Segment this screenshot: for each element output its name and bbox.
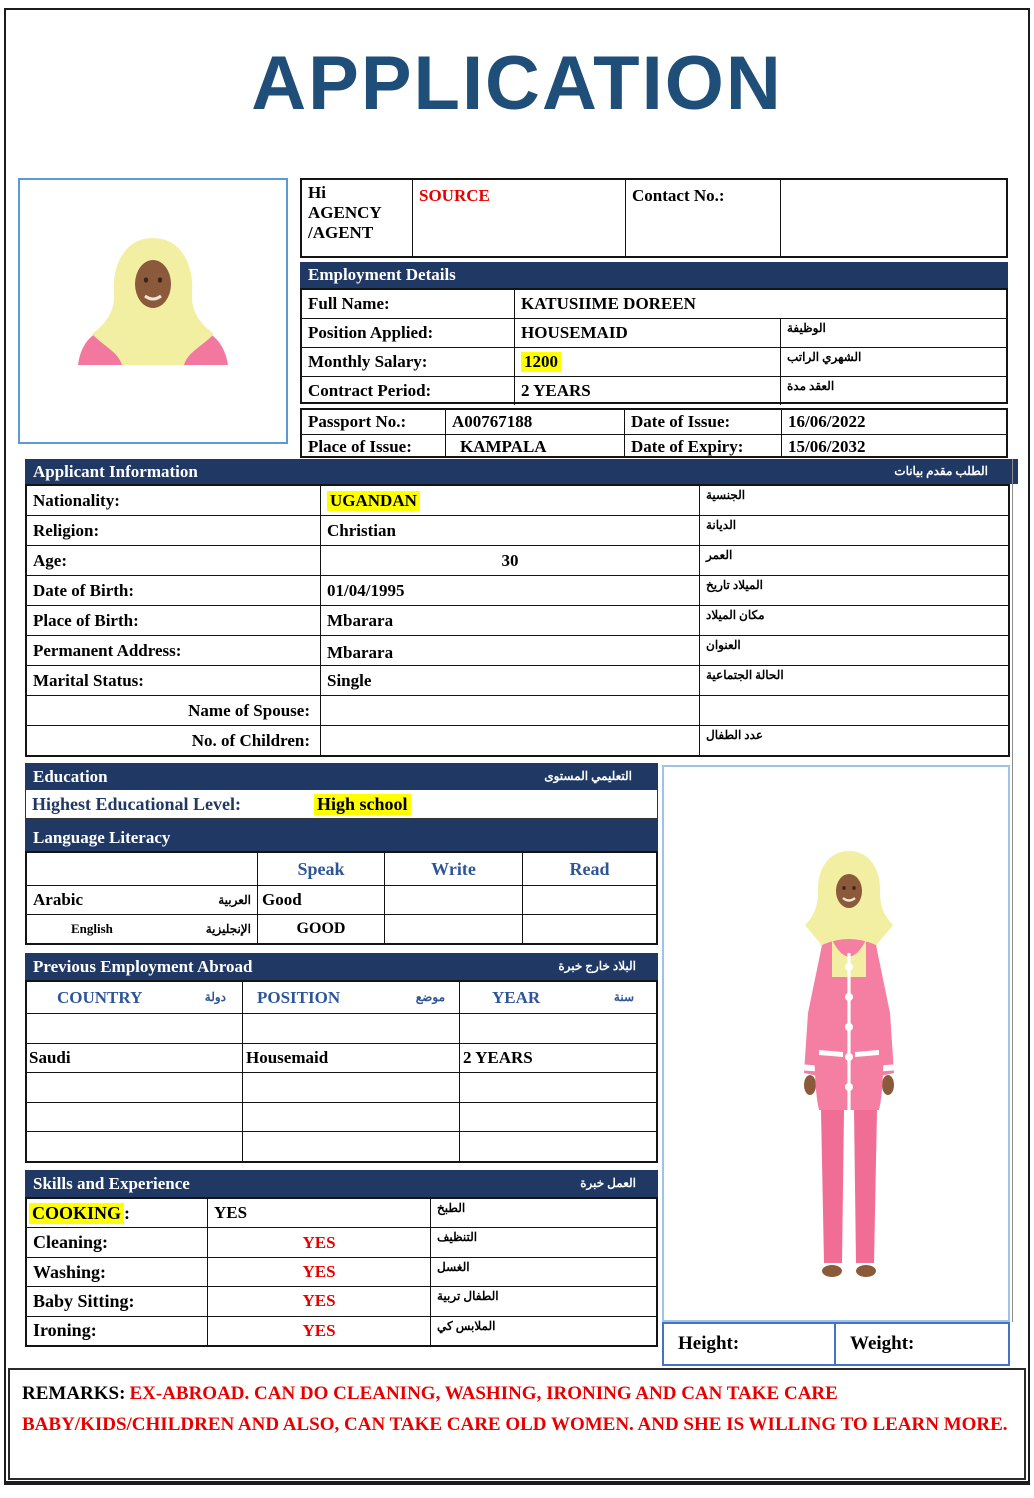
arabic-language-arabic: العربية [218, 892, 251, 907]
cooking-arabic: الطبخ [430, 1199, 656, 1227]
employment-country-cell [27, 1014, 242, 1043]
name-of-spouse-value [320, 696, 699, 725]
nationality-cell [320, 486, 699, 515]
contract-period-label: Contract Period: [308, 381, 432, 400]
applicant-information-header [25, 459, 1018, 484]
agency-agent-line: AGENCY [308, 203, 382, 222]
position-applied-value: HOUSEMAID [514, 319, 780, 347]
table-row [27, 1043, 656, 1073]
agency-agent-cell [302, 180, 412, 256]
monthly-salary-label: Monthly Salary: [308, 352, 428, 371]
employment-position-cell [242, 1103, 459, 1132]
name-of-spouse-label: Name of Spouse: [188, 700, 310, 720]
employment-position-cell [242, 1073, 459, 1102]
education-level-row [25, 790, 658, 819]
no-of-children-arabic: عدد الطفال [699, 726, 1008, 755]
table-row [27, 1286, 656, 1315]
position-column-header: POSITION [257, 987, 341, 1007]
passport-table [300, 408, 1008, 458]
date-of-birth-label: Date of Birth: [33, 580, 135, 600]
previous-employment-table [25, 980, 658, 1163]
write-column-header: Write [384, 853, 522, 885]
arabic-speak-value: Good [257, 886, 384, 914]
position-applied-label: Position Applied: [308, 323, 434, 342]
employment-year-cell: 2 YEARS [459, 1044, 656, 1073]
employment-position-cell [242, 1132, 459, 1161]
english-language-arabic: الإنجليزية [205, 921, 251, 936]
employment-details-table [300, 288, 1008, 404]
date-of-expiry-label: Date of Expiry: [624, 435, 781, 458]
passport-no-label: Passport No.: [308, 412, 407, 431]
table-row [302, 410, 1006, 434]
employment-year-cell [459, 1103, 656, 1132]
table-row [302, 318, 1006, 347]
table-row [27, 1102, 656, 1132]
nationality-value: UGANDAN [327, 491, 420, 511]
country-column-header-cell [27, 982, 242, 1013]
table-row [27, 1199, 656, 1227]
remarks-text: EX-ABROAD. CAN DO CLEANING, WASHING, IRONING AND CAN TAKE CARE BABY/KIDS/CHILDREN AND ALSO, CAN TAKE CARE OLD WOMEN. AND SHE IS WILLING TO LEARN MORE. [22, 1383, 1008, 1435]
table-row [27, 1316, 656, 1345]
place-of-issue-label: Place of Issue: [308, 436, 412, 456]
employment-year-cell [459, 1014, 656, 1043]
table-row [27, 1131, 656, 1161]
employment-country-cell [27, 1132, 242, 1161]
table-row [27, 695, 1008, 725]
source-label: SOURCE [419, 186, 490, 205]
table-row [27, 1227, 656, 1256]
permanent-address-label: Permanent Address: [33, 640, 182, 660]
position-arabic-label: الوظيفة [780, 319, 1006, 347]
full-body-illustration [764, 845, 934, 1315]
language-literacy-table [25, 851, 658, 945]
table-row [27, 575, 1008, 605]
previous-employment-title: Previous Employment Abroad [33, 956, 253, 976]
place-of-birth-value: Mbarara [320, 606, 699, 635]
agency-contact-cell [625, 180, 780, 256]
contract-arabic-label: العقد مدة [780, 377, 1006, 405]
table-row [27, 545, 1008, 575]
marital-status-label: Marital Status: [33, 670, 144, 690]
permanent-address-arabic: العنوان [699, 636, 1008, 665]
weight-label: Weight: [850, 1333, 915, 1354]
marital-status-arabic: الحالة الجتماعية [699, 666, 1008, 695]
language-header-empty-cell [27, 853, 257, 885]
nationality-arabic: الجنسية [699, 486, 1008, 515]
highest-education-value: High school [314, 794, 411, 815]
education-arabic: التعليمي المستوى [544, 769, 632, 783]
country-arabic-header: دولة [204, 990, 226, 1004]
date-of-expiry-value: 15/06/2032 [781, 435, 1006, 458]
employment-country-cell [27, 1073, 242, 1102]
employment-country-cell [27, 1103, 242, 1132]
employment-year-cell [459, 1073, 656, 1102]
monthly-salary-cell [514, 348, 780, 376]
agency-contact-value-cell [780, 180, 1006, 256]
employment-position-cell [242, 1014, 459, 1043]
education-title: Education [33, 766, 108, 786]
applicant-information-title: Applicant Information [33, 461, 198, 481]
agency-agent-line: Hi [308, 183, 326, 202]
date-of-issue-label: Date of Issue: [624, 410, 781, 434]
no-of-children-label: No. of Children: [191, 730, 310, 750]
previous-employment-arabic: البلاد خارج خبرة [558, 959, 636, 973]
permanent-address-value: Mbarara [320, 636, 699, 665]
page-title: APPLICATION [251, 41, 783, 126]
cleaning-value: YES [207, 1228, 430, 1256]
year-arabic-header: سنة [613, 990, 634, 1004]
table-row [27, 982, 656, 1013]
place-of-issue-value: KAMPALA [445, 435, 624, 458]
position-column-header-cell [242, 982, 459, 1013]
table-row [27, 605, 1008, 635]
applicant-portrait-photo [18, 178, 288, 444]
speak-column-header: Speak [257, 853, 384, 885]
table-row [27, 635, 1008, 665]
no-of-children-value [320, 726, 699, 755]
religion-label: Religion: [33, 520, 100, 540]
skills-header [25, 1170, 658, 1197]
age-value: 30 [320, 546, 699, 575]
year-column-header: YEAR [492, 987, 541, 1007]
language-literacy-title: Language Literacy [33, 827, 171, 847]
table-row [302, 290, 1006, 318]
english-speak-value: GOOD [257, 915, 384, 943]
table-row [27, 725, 1008, 755]
portrait-illustration [20, 180, 286, 442]
agency-agent-line: /AGENT [308, 223, 374, 242]
table-row [27, 486, 1008, 515]
cooking-label: COOKING [29, 1203, 124, 1224]
english-language-label: English [71, 921, 113, 936]
baby-sitting-arabic: الطفال تربية [430, 1287, 656, 1315]
position-arabic-header: موضع [415, 990, 445, 1004]
nationality-label: Nationality: [33, 490, 120, 510]
washing-label: Washing: [33, 1261, 107, 1282]
applicant-information-table [25, 484, 1010, 757]
passport-no-value: A00767188 [445, 410, 624, 434]
arabic-write-value [384, 886, 522, 914]
washing-arabic: الغسل [430, 1258, 656, 1286]
cooking-value: YES [207, 1199, 430, 1227]
height-weight-row [662, 1322, 1010, 1366]
baby-sitting-label: Baby Sitting: [33, 1290, 135, 1311]
place-of-birth-arabic: مكان الميلاد [699, 606, 1008, 635]
ironing-label: Ironing: [33, 1320, 97, 1341]
cooking-colon: : [124, 1202, 131, 1223]
applicant-full-body-photo [662, 765, 1010, 1322]
employment-details-title: Employment Details [308, 265, 456, 284]
agency-table [300, 178, 1008, 258]
year-column-header-cell [459, 982, 656, 1013]
table-row [27, 665, 1008, 695]
religion-arabic: الديانة [699, 516, 1008, 545]
education-header [25, 763, 658, 790]
ironing-value: YES [207, 1317, 430, 1345]
language-literacy-header [25, 824, 658, 851]
full-name-value: KATUSIIME DOREEN [514, 290, 1006, 318]
table-row [27, 515, 1008, 545]
table-row [27, 885, 656, 914]
english-write-value [384, 915, 522, 943]
washing-value: YES [207, 1258, 430, 1286]
table-row [302, 376, 1006, 405]
arabic-language-cell [27, 886, 257, 914]
ironing-arabic: الملابس كي [430, 1317, 656, 1345]
agency-source-cell [412, 180, 625, 256]
table-row [27, 1072, 656, 1102]
employment-position-cell: Housemaid [242, 1044, 459, 1073]
highest-education-label: Highest Educational Level: [32, 793, 242, 814]
skills-table [25, 1197, 658, 1347]
table-row [302, 347, 1006, 376]
marital-status-value: Single [320, 666, 699, 695]
place-of-birth-label: Place of Birth: [33, 610, 139, 630]
skills-arabic: العمل خبرة [580, 1176, 636, 1190]
cooking-label-cell [27, 1199, 207, 1227]
arabic-read-value [522, 886, 656, 914]
employment-country-cell: Saudi [29, 1047, 71, 1067]
previous-employment-header [25, 953, 658, 980]
table-row [302, 434, 1006, 458]
table-row [27, 1013, 656, 1043]
contract-period-value: 2 YEARS [514, 377, 780, 405]
skills-title: Skills and Experience [33, 1173, 190, 1193]
applicant-information-arabic: الطلب مقدم بيانات [894, 464, 988, 478]
employment-year-cell [459, 1132, 656, 1161]
employment-details-header [300, 262, 1008, 288]
right-margin-rule [1012, 459, 1013, 1322]
read-column-header: Read [522, 853, 656, 885]
date-of-issue-value: 16/06/2022 [781, 410, 1006, 434]
monthly-salary-value: 1200 [521, 352, 561, 372]
table-row [27, 914, 656, 943]
baby-sitting-value: YES [207, 1287, 430, 1315]
full-name-label: Full Name: [308, 294, 390, 313]
cleaning-arabic: التنظيف [430, 1228, 656, 1256]
salary-arabic-label: الشهري الراتب [780, 348, 1006, 376]
date-of-birth-value: 01/04/1995 [320, 576, 699, 605]
date-of-birth-arabic: الميلاد تاريخ [699, 576, 1008, 605]
religion-value: Christian [320, 516, 699, 545]
cleaning-label: Cleaning: [33, 1232, 109, 1253]
arabic-language-label: Arabic [33, 890, 84, 909]
height-label: Height: [664, 1324, 836, 1364]
english-language-cell [27, 915, 257, 943]
age-arabic: العمر [699, 546, 1008, 575]
remarks-box [8, 1368, 1026, 1480]
name-of-spouse-arabic [699, 696, 1008, 725]
contact-no-label: Contact No.: [632, 186, 725, 205]
table-row [27, 853, 656, 885]
table-row [27, 1257, 656, 1286]
country-column-header: COUNTRY [57, 987, 143, 1007]
age-label: Age: [33, 550, 67, 570]
remarks-label: REMARKS: [22, 1383, 126, 1404]
english-read-value [522, 915, 656, 943]
